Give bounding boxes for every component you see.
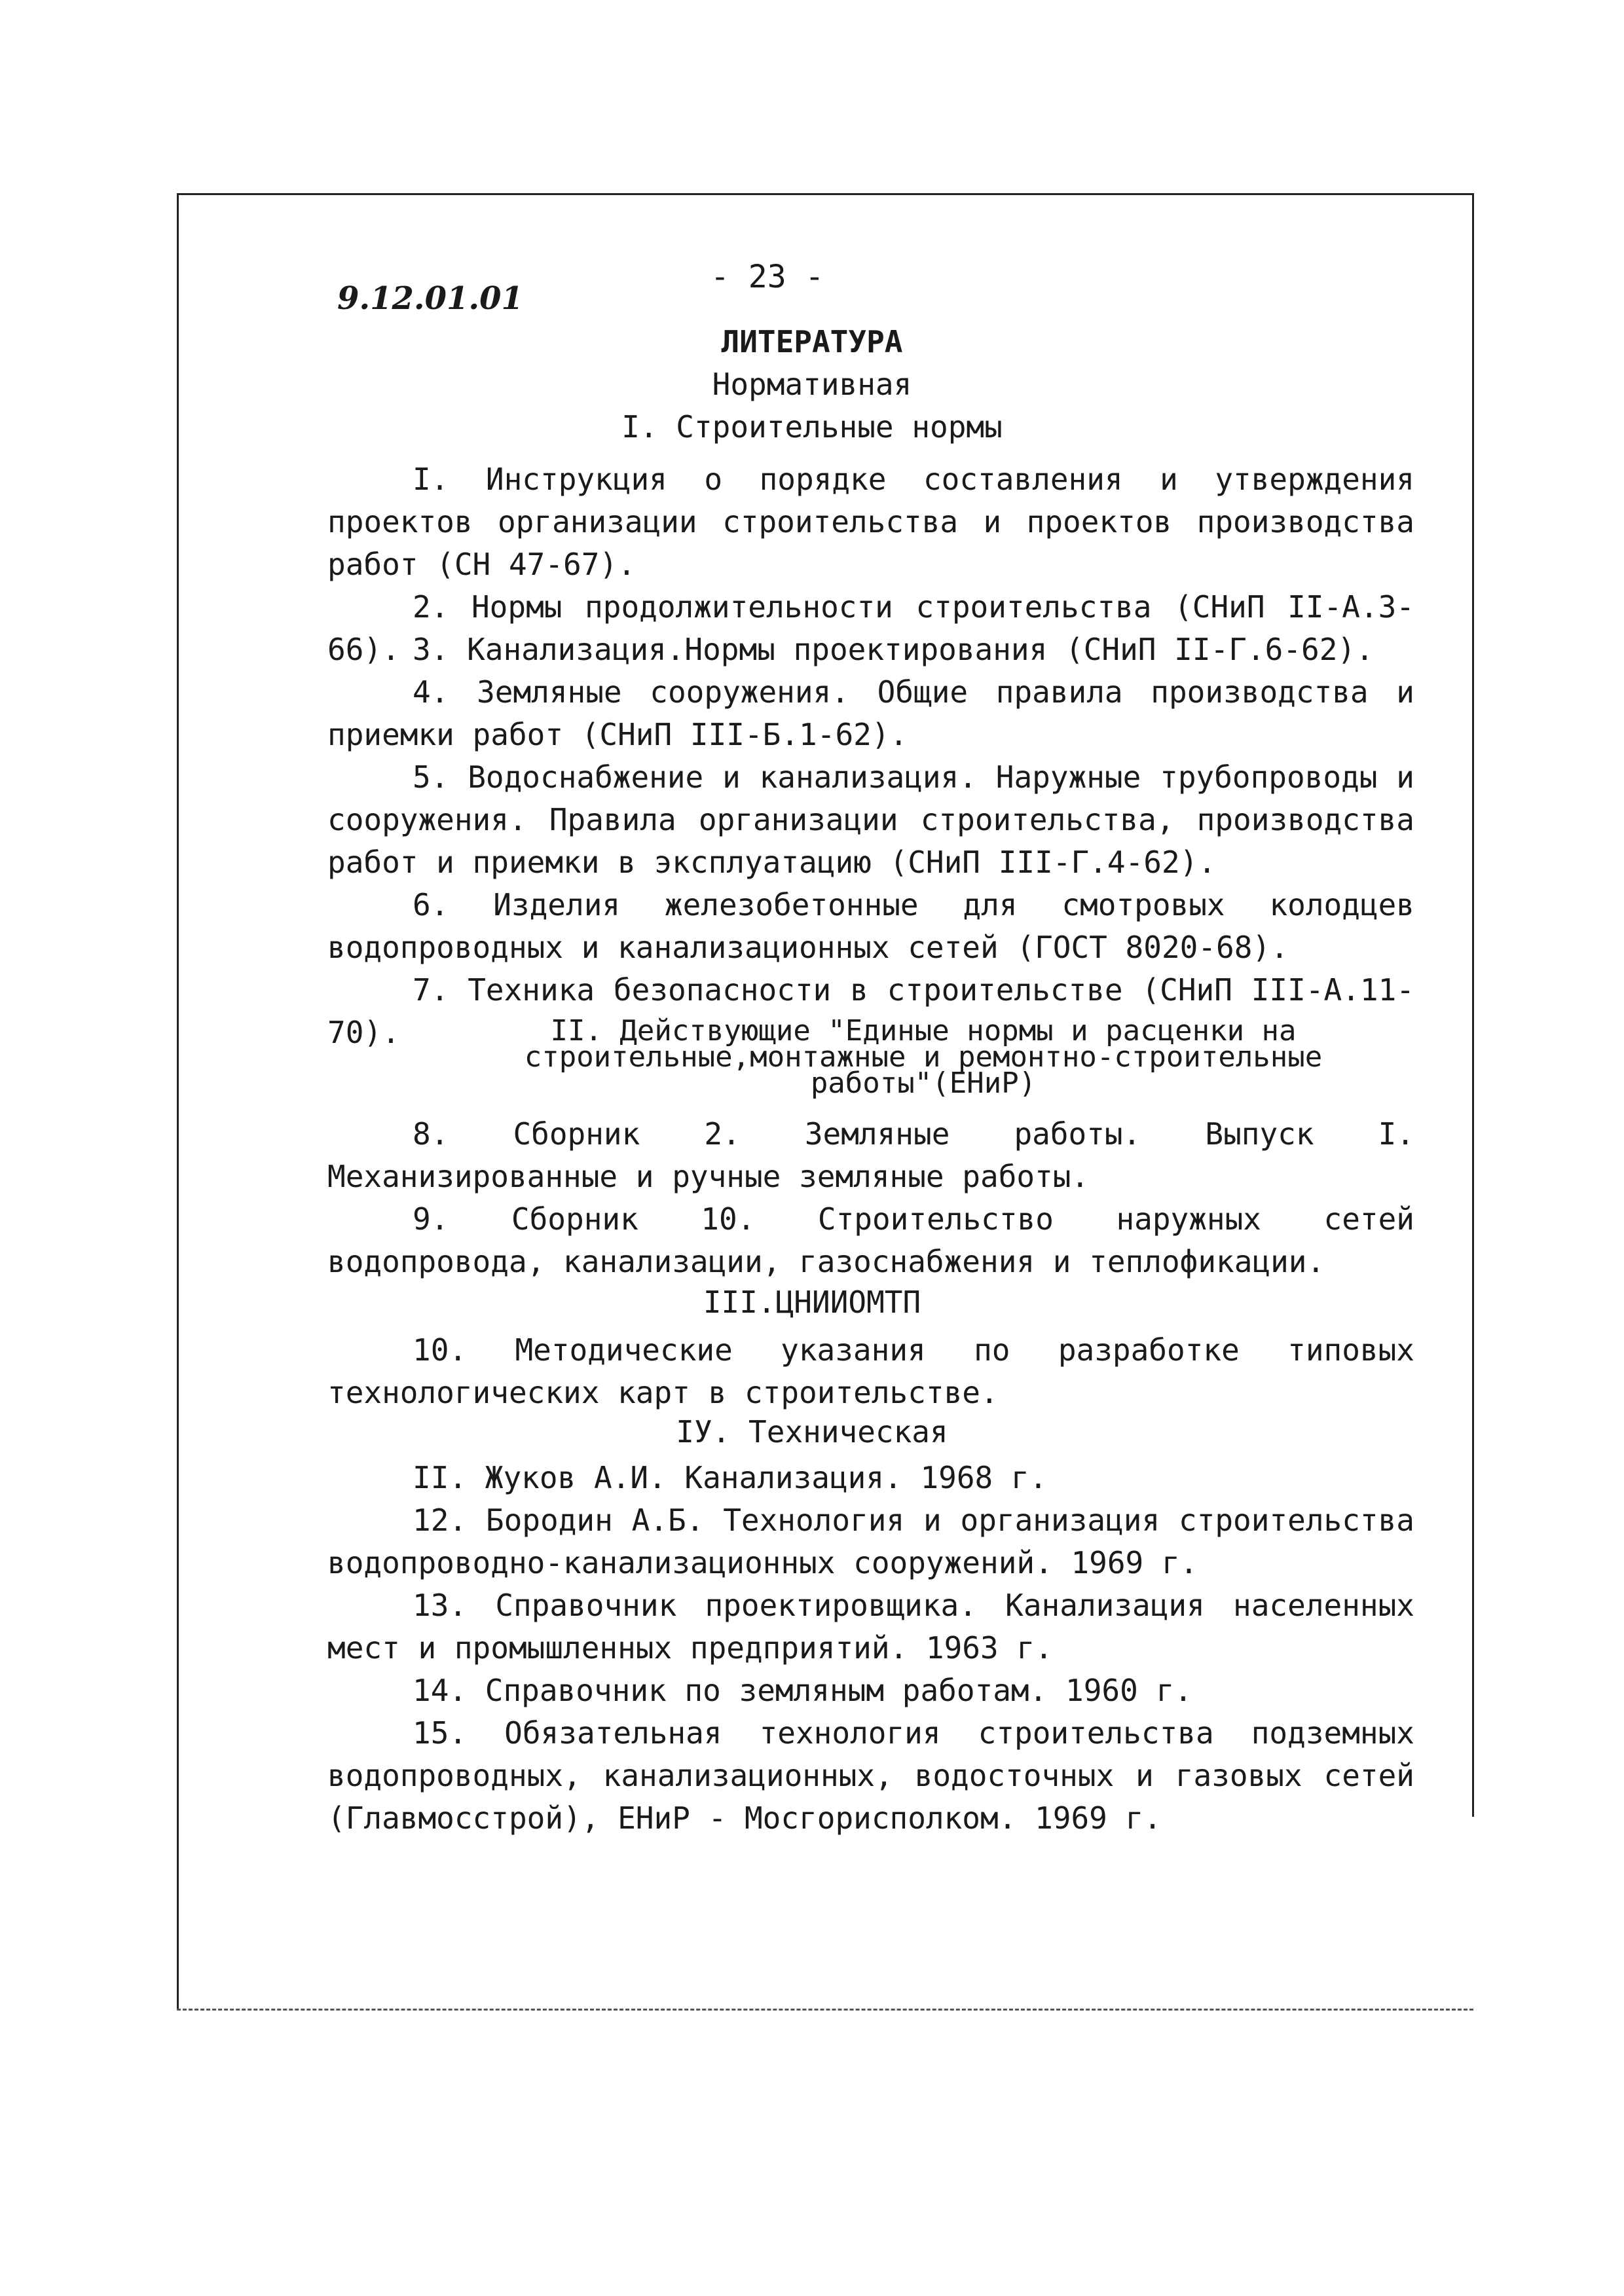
section-heading-2: II. Действующие "Единые нормы и расценки на строительные,монтажные и ремонтно-строительные работы"(ЕНиР) xyxy=(524,1014,1323,1100)
frame-left-border xyxy=(177,193,179,2010)
reference-item: 9. Сборник 10. Строительство наружных сетей водопровода, канализации, газоснабжения и теплофикации. xyxy=(327,1201,1414,1279)
reference-item: 8. Сборник 2. Земляные работы. Выпуск I. Механизированные и ручные земляные работы. xyxy=(327,1116,1414,1194)
reference-item: 13. Справочник проектировщика. Канализация населенных мест и промышленных предприятий. 1963 г. xyxy=(327,1588,1414,1666)
frame-top-border xyxy=(177,193,1473,195)
reference-item: 14. Справочник по земляным работам. 1960 г. xyxy=(413,1673,1192,1708)
section-heading-4: IУ. Техническая xyxy=(676,1414,948,1449)
reference-item: II. Жуков А.И. Канализация. 1968 г. xyxy=(413,1460,1048,1495)
page-title: ЛИТЕРАТУРА xyxy=(721,324,903,359)
reference-item: 6. Изделия железобетонные для смотровых колодцев водопроводных и канализационных сетей (ГОСТ 8020-68). xyxy=(327,887,1414,965)
reference-item: I. Инструкция о порядке составления и утверждения проектов организации строительства и проектов производства работ (СН 47-67). xyxy=(327,462,1414,582)
page-number: - 23 - xyxy=(710,259,824,295)
document-code: 9.12.01.01 xyxy=(337,280,523,317)
reference-item: 10. Методические указания по разработке типовых технологических карт в строительстве. xyxy=(327,1332,1414,1410)
frame-bottom-border xyxy=(177,2009,1473,2011)
reference-item: 15. Обязательная технология строительства подземных водопроводных, канализационных, водосточных и газовых сетей (Главмосстрой), ЕНиР - Мосгорисполком. 1969 г. xyxy=(327,1715,1414,1836)
section-heading-1: I. Строительные нормы xyxy=(621,409,1003,445)
reference-item: 7. Техника безопасности в строительстве (СНиП III-А.11-70). xyxy=(327,972,1414,1050)
section-heading-3: III.ЦНИИОМТП xyxy=(703,1285,921,1320)
reference-item: 3. Канализация.Нормы проектирования (СНиП II-Г.6-62). xyxy=(413,632,1374,667)
subtitle: Нормативная xyxy=(712,367,912,402)
reference-item: 5. Водоснабжение и канализация. Наружные трубопроводы и сооружения. Правила организации строительства, производства работ и приемки в эксплуатацию (СНиП III-Г.4-62). xyxy=(327,759,1414,880)
reference-item: 4. Земляные сооружения. Общие правила производства и приемки работ (СНиП III-Б.1-62). xyxy=(327,674,1414,752)
reference-item: 2. Нормы продолжительности строительства (СНиП II-А.3-66). xyxy=(327,589,1414,667)
reference-item: 12. Бородин А.Б. Технология и организация строительства водопроводно-канализационных сооружений. 1969 г. xyxy=(327,1503,1414,1580)
